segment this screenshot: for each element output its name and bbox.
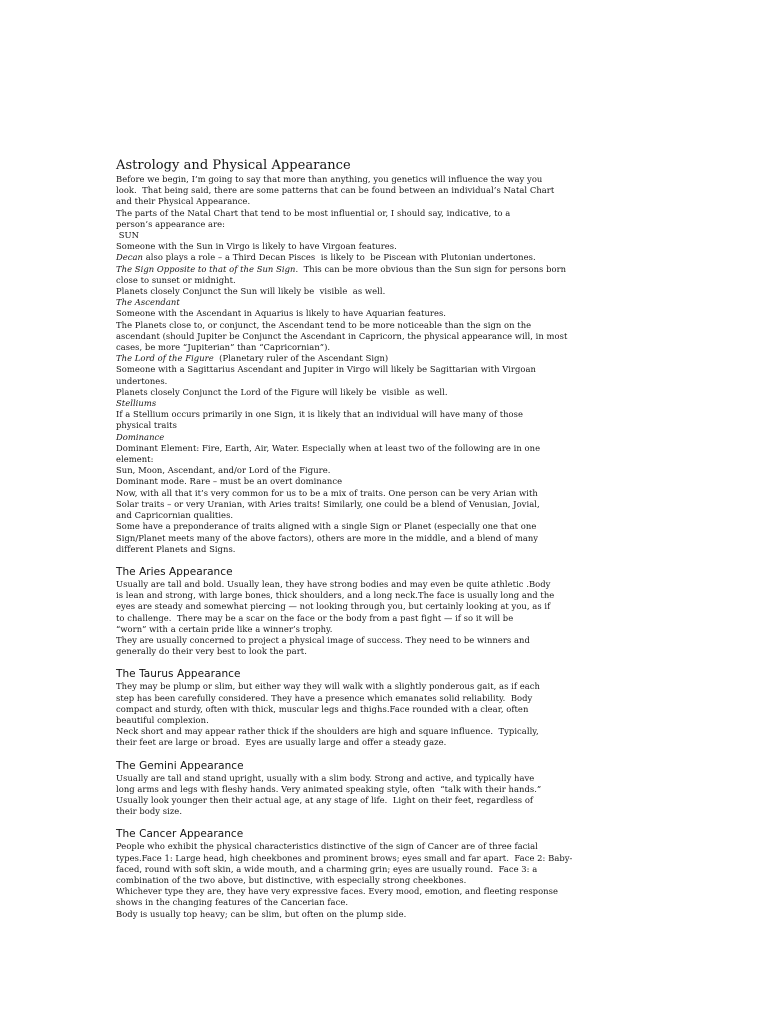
text-line: “worn” with a certain pride like a winner’s trophy. bbox=[116, 623, 333, 634]
section-heading: The Taurus Appearance bbox=[116, 668, 241, 681]
text-line: step has been carefully considered. They have a presence which emanates solid reliability. Body bbox=[116, 692, 533, 703]
text-line: Decan also plays a role – a Third Decan Pisces is likely to be Piscean with Plutonian undertones. bbox=[116, 252, 536, 263]
text-line: ascendant (should Jupiter be Conjunct the Ascendant in Capricorn, the physical appearance will, in most bbox=[116, 330, 568, 341]
text-line: and their Physical Appearance. bbox=[116, 196, 251, 207]
text-line: types.Face 1: Large head, high cheekbones and prominent brows; eyes small and far apart. Face 2: Baby- bbox=[116, 852, 573, 863]
document-title: Astrology and Physical Appearance bbox=[116, 158, 351, 173]
italic-phrase: Decan bbox=[116, 252, 143, 263]
text-line: Before we begin, I’m going to say that more than anything, you genetics will influence the way you bbox=[116, 174, 543, 184]
italic-phrase: The Sign Opposite to that of the Sun Sign. bbox=[116, 263, 299, 274]
text-line: Usually are tall and bold. Usually lean, they have strong bodies and may even be quite athletic .Body bbox=[116, 578, 551, 589]
section bbox=[116, 566, 650, 657]
text-line: Dominant mode. Rare – must be an overt dominance bbox=[116, 476, 343, 487]
sections-block bbox=[116, 566, 650, 920]
text-line: Someone with the Sun in Virgo is likely to have Virgoan features. bbox=[116, 241, 397, 252]
text-line: combination of the two above, but distinctive, with especially strong cheekbones. bbox=[116, 874, 467, 885]
text-line: Someone with the Ascendant in Aquarius is likely to have Aquarian features. bbox=[116, 308, 447, 319]
text-line: The parts of the Natal Chart that tend to be most influential or, I should say, indicative, to a bbox=[116, 207, 511, 218]
text-line: different Planets and Signs. bbox=[116, 543, 236, 554]
text-line: faced, round with soft skin, a wide mouth, and a charming grin; eyes are usually round. Face 3: a bbox=[116, 863, 538, 874]
text-line: element: bbox=[116, 454, 154, 465]
text-line: physical traits bbox=[116, 420, 177, 431]
text-line: is lean and strong, with large bones, thick shoulders, and a long neck.The face is usually long and the bbox=[116, 590, 555, 601]
subheading-line: The Ascendant bbox=[116, 297, 180, 308]
text-line: Now, with all that it’s very common for us to be a mix of traits. One person can be very Arian with bbox=[116, 487, 538, 498]
text-line: SUN bbox=[116, 230, 139, 241]
text-line: person’s appearance are: bbox=[116, 218, 226, 229]
text-line: compact and sturdy, often with thick, muscular legs and thighs.Face rounded with a clear, often bbox=[116, 703, 529, 714]
text-line: close to sunset or midnight. bbox=[116, 274, 236, 285]
section-heading: The Gemini Appearance bbox=[116, 759, 244, 772]
text-line: The Lord of the Figure (Planetary ruler of the Ascendant Sign) bbox=[116, 353, 389, 364]
text-line: look. That being said, there are some patterns that can be found between an individual’s Natal Chart bbox=[116, 185, 555, 196]
text-line: Whichever type they are, they have very expressive faces. Every mood, emotion, and fleeting response bbox=[116, 886, 558, 897]
text-line: They are usually concerned to project a physical image of success. They need to be winners and bbox=[116, 634, 530, 645]
text-line: Sign/Planet meets many of the above factors), others are more in the middle, and a blend of many bbox=[116, 532, 539, 543]
section bbox=[116, 828, 650, 919]
text-line: Dominant Element: Fire, Earth, Air, Water. Especially when at least two of the following are in one bbox=[116, 442, 541, 453]
text-line: Neck short and may appear rather thick if the shoulders are high and square influence. Typically, bbox=[116, 726, 539, 737]
text-line: People who exhibit the physical characteristics distinctive of the sign of Cancer are of three facial bbox=[116, 841, 538, 852]
text-line: They may be plump or slim, but either way they will walk with a slightly ponderous gait, as if each bbox=[116, 681, 540, 692]
text-line: Planets closely Conjunct the Lord of the Figure will likely be visible as well. bbox=[116, 386, 448, 397]
intro-block bbox=[116, 174, 650, 555]
text-line: Planets closely Conjunct the Sun will likely be visible as well. bbox=[116, 286, 386, 297]
text-line: to challenge. There may be a scar on the face or the body from a past fight — if so it will be bbox=[116, 612, 514, 623]
section bbox=[116, 668, 650, 748]
text-line: long arms and legs with fleshy hands. Very animated speaking style, often “talk with their hands.” bbox=[116, 783, 542, 794]
document-page bbox=[116, 158, 650, 920]
text-line: Body is usually top heavy; can be slim, but often on the plump side. bbox=[116, 908, 407, 919]
text-line: shows in the changing features of the Cancerian face. bbox=[116, 897, 349, 908]
text-line: Usually look younger then their actual age, at any stage of life. Light on their feet, regardless of bbox=[116, 794, 534, 805]
text-line: Usually are tall and stand upright, usually with a slim body. Strong and active, and typically have bbox=[116, 772, 535, 783]
text-line: undertones. bbox=[116, 375, 168, 386]
text-line: generally do their very best to look the part. bbox=[116, 646, 307, 657]
text-line: and Capricornian qualities. bbox=[116, 510, 234, 521]
section-heading: The Cancer Appearance bbox=[116, 828, 244, 841]
subheading-line: Dominance bbox=[116, 431, 165, 442]
text-line: If a Stellium occurs primarily in one Sign, it is likely that an individual will have many of those bbox=[116, 409, 523, 420]
text-line: Someone with a Sagittarius Ascendant and Jupiter in Virgo will likely be Sagittarian with Virgoan bbox=[116, 364, 536, 375]
text-line: their body size. bbox=[116, 806, 183, 817]
section bbox=[116, 760, 650, 818]
text-line: beautiful complexion. bbox=[116, 714, 209, 725]
text-line: eyes are steady and somewhat piercing — not looking through you, but certainly looking at you, as if bbox=[116, 601, 551, 612]
text-line: their feet are large or broad. Eyes are usually large and offer a steady gaze. bbox=[116, 737, 447, 748]
section-heading: The Aries Appearance bbox=[116, 565, 233, 578]
text-line: Solar traits – or very Uranian, with Aries traits! Similarly, one could be a blend of Venusian, Jovial, bbox=[116, 498, 540, 509]
text-line: The Sign Opposite to that of the Sun Sign. This can be more obvious than the Sun sign for persons born bbox=[116, 263, 567, 274]
italic-phrase: The Lord of the Figure bbox=[116, 353, 214, 364]
subheading-line: Stelliums bbox=[116, 398, 157, 409]
text-line: Sun, Moon, Ascendant, and/or Lord of the Figure. bbox=[116, 465, 331, 476]
text-line: The Planets close to, or conjunct, the Ascendant tend to be more noticeable than the sign on the bbox=[116, 319, 532, 330]
text-line: Some have a preponderance of traits aligned with a single Sign or Planet (especially one that one bbox=[116, 521, 537, 532]
text-line: cases, be more “Jupiterian” than “Capricornian”). bbox=[116, 342, 331, 353]
